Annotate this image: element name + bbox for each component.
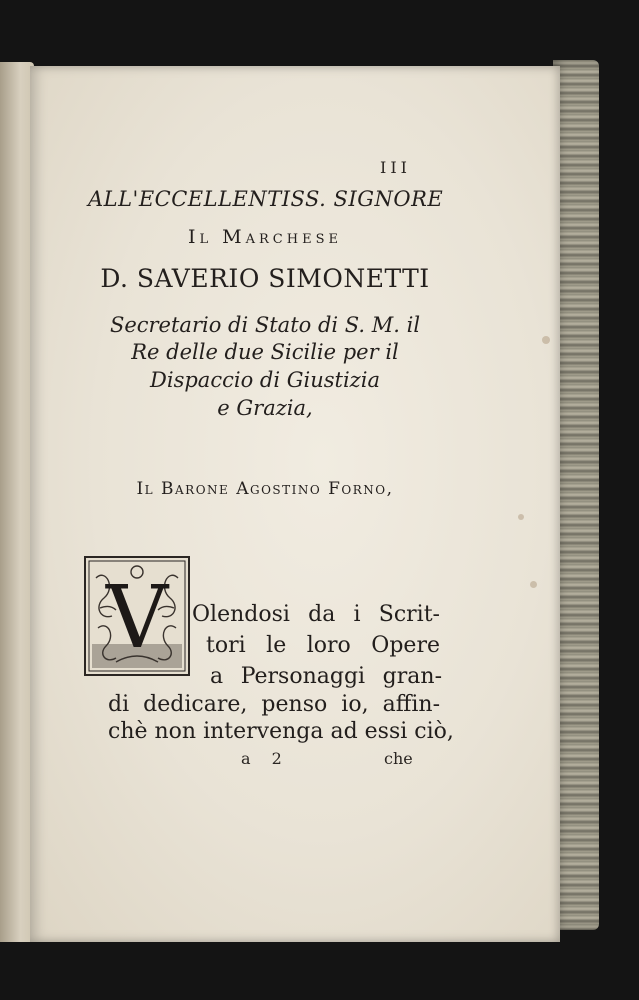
paper-stain	[530, 581, 537, 588]
paper-stain	[518, 514, 524, 520]
office-line: e Grazia,	[217, 396, 313, 420]
catchword: che	[384, 749, 413, 768]
author-line: Il Barone Agostino Forno,	[136, 479, 394, 499]
body-text-line: Olendosi da i Scrit-	[192, 602, 440, 627]
dedicatee-name: D. SAVERIO SIMONETTI	[100, 264, 430, 293]
office-line: Dispaccio di Giustizia	[150, 368, 380, 392]
body-text-line: tori le loro Opere	[206, 633, 440, 658]
decorated-initial	[84, 556, 190, 676]
initial-letter: V	[105, 568, 169, 668]
page-number: III	[380, 158, 411, 177]
left-page-edge	[0, 62, 34, 942]
body-text-line: di dedicare, penso io, affin-	[108, 692, 440, 717]
body-text-line: a Personaggi gran-	[210, 664, 442, 689]
noble-title: Il Marchese	[188, 226, 342, 248]
dedication-heading: ALL'ECCELLENTISS. SIGNORE	[88, 187, 444, 211]
paper-stain	[542, 336, 550, 344]
office-line: Re delle due Sicilie per il	[131, 340, 399, 364]
signature-mark: a 2	[241, 749, 290, 768]
body-text-line: chè non intervenga ad essi ciò,	[108, 719, 454, 744]
office-line: Secretario di Stato di S. M. il	[109, 313, 421, 337]
